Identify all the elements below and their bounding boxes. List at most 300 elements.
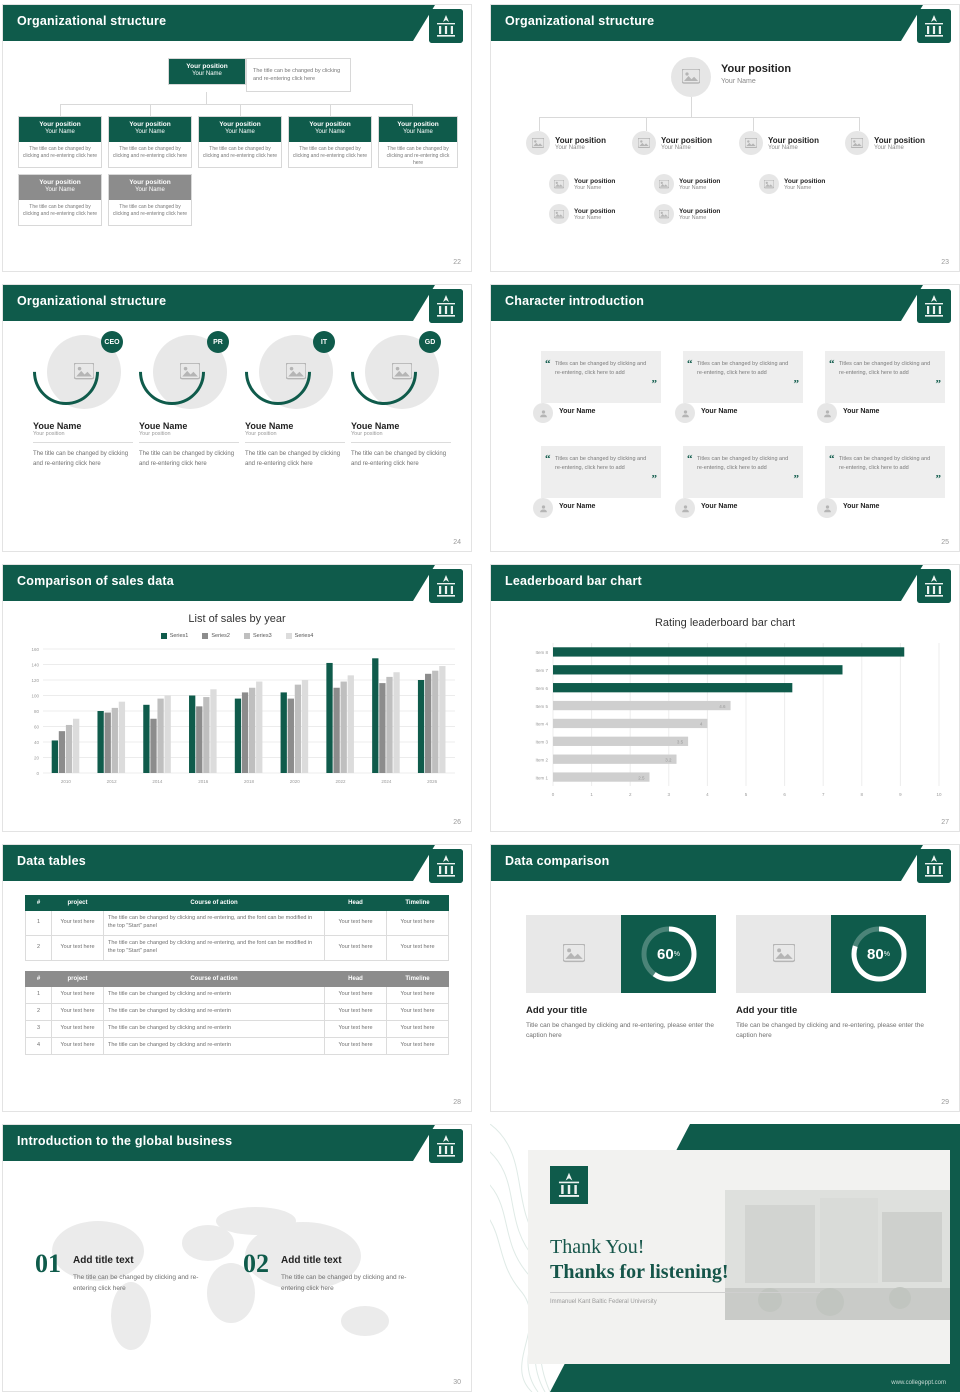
university-logo-icon: [917, 569, 951, 603]
svg-text:2: 2: [628, 792, 632, 797]
svg-text:2014: 2014: [152, 779, 163, 784]
cell-timeline: Your text here: [387, 935, 449, 960]
thank-you-line2: Thanks for listening!: [550, 1261, 729, 1283]
page-number: 30: [453, 1379, 461, 1386]
col-timeline: Timeline: [387, 896, 449, 911]
connector-drop: [60, 104, 61, 116]
grouped-bar-chart: [13, 643, 463, 793]
role-badge: PR: [207, 331, 229, 353]
legend-item: [202, 633, 230, 639]
org-node-text: The title can be changed by clicking and re-entering click here: [112, 145, 188, 159]
avatar: [759, 174, 779, 194]
slide-body: [3, 1161, 471, 1391]
slide-header: [491, 845, 959, 881]
university-logo-icon: [429, 1129, 463, 1163]
org-subnode[interactable]: [759, 174, 825, 194]
svg-text:2018: 2018: [243, 779, 255, 784]
quote-close-icon: ”: [793, 472, 799, 485]
quote-open-icon: “: [687, 453, 693, 465]
cell-head: Your text here: [325, 911, 387, 936]
svg-text:2012: 2012: [106, 779, 117, 784]
avatar: [739, 131, 763, 155]
person-desc: The title can be changed by clicking and re-entering click here: [351, 442, 451, 469]
avatar[interactable]: [533, 498, 553, 518]
person-name: Youe Name: [33, 421, 82, 431]
svg-text:100: 100: [31, 693, 39, 699]
svg-text:140: 140: [31, 662, 39, 668]
cell-course: The title can be changed by clicking and re-enterin: [104, 1020, 325, 1037]
svg-text:2.5: 2.5: [638, 775, 645, 781]
node-name: Your Name: [661, 144, 691, 151]
page-title: Data tables: [17, 854, 86, 868]
org-node-position: Your position: [39, 179, 81, 186]
org-node-name: Your Name: [135, 129, 165, 136]
svg-text:120: 120: [31, 678, 39, 683]
cell-timeline: Your text here: [387, 986, 449, 1003]
role-badge: IT: [313, 331, 335, 353]
node-name: Your Name: [679, 184, 707, 191]
svg-text:2024: 2024: [381, 779, 392, 784]
cell-index: 4: [26, 1037, 52, 1054]
connector-drop: [330, 104, 331, 116]
org-node[interactable]: [198, 116, 282, 168]
divider: [550, 1292, 820, 1293]
col-project: project: [52, 971, 104, 986]
quote-close-icon: ”: [935, 472, 941, 485]
page-title: Character introduction: [505, 294, 645, 308]
cell-index: 3: [26, 1020, 52, 1037]
col-index: #: [26, 896, 52, 911]
quote-card[interactable]: [825, 351, 945, 403]
root-position: Your position: [721, 63, 792, 75]
percent-unit: %: [673, 950, 680, 958]
global-item[interactable]: [243, 1249, 411, 1294]
org-node[interactable]: [108, 174, 192, 226]
org-node[interactable]: [18, 174, 102, 226]
cell-project: Your text here: [52, 1037, 104, 1054]
node-name: Your Name: [784, 184, 812, 191]
org-node-text: The title can be changed by clicking and re-entering click here: [386, 145, 450, 167]
quote-card[interactable]: [541, 446, 661, 498]
person-desc: The title can be changed by clicking and re-entering click here: [139, 442, 239, 469]
table-header-row: [26, 971, 449, 986]
slide-header: [3, 285, 471, 321]
node-position: Your position: [784, 177, 826, 185]
legend-label: Series4: [294, 633, 314, 639]
quote-text: Titles can be changed by clicking and re-entering, click here to add: [555, 361, 647, 377]
page-number: 22: [453, 259, 461, 266]
person-desc: The title can be changed by clicking and re-entering click here: [33, 442, 133, 469]
org-node[interactable]: [378, 116, 458, 168]
table-row: [26, 1003, 449, 1020]
avatar[interactable]: [817, 498, 837, 518]
org-node[interactable]: [288, 116, 372, 168]
table-row: [26, 986, 449, 1003]
person-card[interactable]: [33, 335, 133, 469]
org-subnode[interactable]: [654, 174, 720, 194]
comparison-title: Add your title: [736, 1005, 798, 1016]
org-subnode[interactable]: [549, 204, 615, 224]
person-card[interactable]: [351, 335, 451, 469]
thank-you-background: [490, 1124, 960, 1392]
person-card[interactable]: [139, 335, 239, 469]
page-number: 25: [941, 539, 949, 546]
svg-text:Item 7: Item 7: [535, 668, 548, 674]
org-node-text: The title can be changed by clicking and re-entering click here: [292, 145, 368, 159]
quote-name: Your Name: [843, 503, 880, 510]
cell-index: 1: [26, 911, 52, 936]
university-logo-icon: [429, 289, 463, 323]
comparison-item[interactable]: [736, 915, 926, 1042]
avatar: [654, 174, 674, 194]
quote-name: Your Name: [559, 408, 596, 415]
node-position: Your position: [661, 135, 712, 145]
slide-header: [3, 1125, 471, 1161]
thank-you-subtitle: Immanuel Kant Baltic Federal University: [550, 1299, 657, 1305]
cell-project: Your text here: [52, 986, 104, 1003]
slide-data-comparison: [490, 844, 960, 1112]
role-badge: GD: [419, 331, 441, 353]
person-position: Your position: [351, 431, 383, 437]
connector-vertical: [206, 92, 207, 104]
cell-project: Your text here: [52, 911, 104, 936]
connector-drop: [240, 104, 241, 116]
svg-text:Item 5: Item 5: [535, 703, 548, 709]
page-title: Organizational structure: [505, 14, 655, 28]
page-number: 28: [453, 1099, 461, 1106]
person-desc: The title can be changed by clicking and re-entering click here: [245, 442, 345, 469]
slide-body: [491, 41, 959, 271]
org-top-note[interactable]: The title can be changed by clicking and re-entering click here: [246, 58, 351, 92]
svg-text:2026: 2026: [427, 779, 438, 784]
svg-text:3.2: 3.2: [665, 757, 672, 763]
org-node-position: Your position: [309, 121, 351, 128]
cell-head: Your text here: [325, 1003, 387, 1020]
slide-body: [3, 881, 471, 1111]
org-subnode[interactable]: [654, 204, 720, 224]
node-position: Your position: [679, 177, 721, 185]
org-node-position: Your position: [219, 121, 261, 128]
percent-number: 80: [867, 945, 884, 963]
comparison-text: Title can be changed by clicking and re-entering, please enter the caption here: [736, 1022, 925, 1040]
cell-head: Your text here: [325, 935, 387, 960]
svg-text:Item 1: Item 1: [535, 775, 548, 781]
slide-body: [491, 617, 959, 832]
item-text: The title can be changed by clicking and re-entering click here: [281, 1274, 407, 1293]
legend-label: Series3: [253, 633, 272, 639]
quote-close-icon: ”: [793, 377, 799, 390]
data-table-secondary[interactable]: [25, 971, 449, 1055]
leaderboard-bar-chart: [501, 639, 951, 804]
university-logo-icon: [429, 569, 463, 603]
quote-card[interactable]: [825, 446, 945, 498]
node-position: Your position: [768, 135, 819, 145]
node-position: Your position: [555, 135, 606, 145]
avatar: [845, 131, 869, 155]
avatar: [549, 204, 569, 224]
svg-text:4: 4: [706, 792, 709, 797]
cell-index: 1: [26, 986, 52, 1003]
org-node-position: Your position: [397, 121, 439, 128]
page-title: Organizational structure: [17, 294, 167, 308]
cell-project: Your text here: [52, 1003, 104, 1020]
svg-text:5: 5: [744, 792, 748, 797]
org-subnode[interactable]: [549, 174, 615, 194]
col-project: project: [52, 896, 104, 911]
node-name: Your Name: [768, 144, 798, 151]
comparison-item[interactable]: [526, 915, 716, 1042]
svg-text:Item 8: Item 8: [535, 650, 548, 656]
avatar[interactable]: [675, 498, 695, 518]
connector-drop: [412, 104, 413, 116]
quote-card[interactable]: [683, 446, 803, 498]
svg-text:0: 0: [36, 771, 39, 776]
slide-body: [3, 41, 471, 271]
person-name: Youe Name: [351, 421, 400, 431]
org-node[interactable]: [108, 116, 192, 168]
item-number: 01: [35, 1249, 61, 1278]
person-name: Youe Name: [245, 421, 294, 431]
person-name: Youe Name: [139, 421, 188, 431]
cell-course: The title can be changed by clicking and re-enterin: [104, 986, 325, 1003]
role-badge: CEO: [101, 331, 123, 353]
page-number: 29: [941, 1099, 949, 1106]
org-node-text: The title can be changed by clicking and re-entering click here: [22, 145, 98, 159]
thank-you-line1: Thank You!: [550, 1236, 645, 1258]
global-item[interactable]: [35, 1249, 203, 1294]
chart-title: List of sales by year: [188, 613, 286, 625]
svg-text:Item 2: Item 2: [535, 757, 548, 763]
table-row: [26, 911, 449, 936]
page-number: 26: [453, 819, 461, 826]
legend-label: Series2: [211, 633, 230, 639]
org-node[interactable]: [18, 116, 102, 168]
quote-text: Titles can be changed by clicking and re-entering, click here to add: [839, 361, 931, 377]
svg-text:Item 3: Item 3: [535, 739, 548, 745]
svg-text:4.6: 4.6: [719, 703, 726, 709]
svg-text:1: 1: [590, 792, 593, 797]
org-node-name: Your Name: [403, 129, 433, 136]
org-node[interactable]: [526, 131, 606, 155]
connector-vertical: [691, 97, 692, 117]
table-row: [26, 1020, 449, 1037]
percent-unit: %: [883, 950, 890, 958]
avatar[interactable]: [671, 57, 711, 97]
quote-text: Titles can be changed by clicking and re-entering, click here to add: [839, 456, 931, 472]
svg-text:7: 7: [821, 792, 825, 797]
avatar[interactable]: [533, 403, 553, 423]
cell-head: Your text here: [325, 1020, 387, 1037]
org-node-name: Your Name: [135, 187, 165, 194]
page-number: 27: [941, 819, 949, 826]
connector-drop: [150, 104, 151, 116]
node-position: Your position: [574, 207, 616, 215]
legend-label: Series1: [169, 633, 189, 639]
comparison-text: Title can be changed by clicking and re-entering, please enter the caption here: [526, 1022, 715, 1040]
logo-mark: [550, 1166, 588, 1204]
quote-card[interactable]: [541, 351, 661, 403]
org-node-name: Your Name: [315, 129, 345, 136]
page-title: Comparison of sales data: [17, 574, 174, 588]
connector-horizontal: [539, 117, 859, 118]
cell-index: 2: [26, 935, 52, 960]
table-row: [26, 1037, 449, 1054]
slide-thank-you: [490, 1124, 960, 1392]
node-name: Your Name: [874, 144, 904, 151]
node-position: Your position: [874, 135, 925, 145]
svg-text:8: 8: [860, 792, 864, 797]
svg-text:3: 3: [667, 792, 671, 797]
quote-close-icon: ”: [651, 377, 657, 390]
org-node[interactable]: [845, 131, 925, 155]
connector-drop: [753, 117, 754, 131]
svg-text:4: 4: [699, 721, 703, 727]
org-node-position: Your position: [39, 121, 81, 128]
university-logo-icon: [429, 849, 463, 883]
item-title: Add title text: [281, 1255, 342, 1266]
person-position: Your position: [245, 431, 277, 437]
node-name: Your Name: [679, 214, 707, 221]
svg-text:0: 0: [551, 792, 555, 797]
person-card[interactable]: [245, 335, 345, 469]
slide-org-structure-3: [2, 284, 472, 552]
connector-horizontal: [60, 104, 412, 105]
table-row: [26, 935, 449, 960]
slide-header: [491, 565, 959, 601]
data-table-primary[interactable]: [25, 895, 449, 961]
university-logo-icon: [917, 9, 951, 43]
slide-character-introduction: [490, 284, 960, 552]
quote-open-icon: “: [829, 358, 835, 370]
svg-text:60: 60: [33, 724, 39, 730]
quote-text: Titles can be changed by clicking and re-entering, click here to add: [697, 456, 789, 472]
node-name: Your Name: [555, 144, 585, 151]
svg-text:Item 6: Item 6: [535, 685, 548, 691]
col-head: Head: [325, 971, 387, 986]
svg-text:6: 6: [783, 792, 786, 797]
org-top-box[interactable]: [168, 58, 246, 85]
col-course: Course of action: [104, 971, 325, 986]
quote-open-icon: “: [545, 453, 551, 465]
quote-close-icon: ”: [651, 472, 657, 485]
org-node-position: Your position: [129, 179, 171, 186]
quote-open-icon: “: [687, 358, 693, 370]
cell-timeline: Your text here: [387, 911, 449, 936]
org-node[interactable]: [739, 131, 819, 155]
connector-drop: [646, 117, 647, 131]
slide-global-business: [2, 1124, 472, 1392]
donut-chart-60: [621, 915, 716, 993]
org-node-text: The title can be changed by clicking and re-entering click here: [22, 203, 98, 217]
svg-text:2016: 2016: [198, 779, 209, 784]
slide-body: [3, 613, 471, 832]
org-node-text: The title can be changed by clicking and re-entering click here: [202, 145, 278, 159]
cell-course: The title can be changed by clicking and re-entering, and the font can be modified in the top "Start" panel: [104, 911, 325, 936]
org-node[interactable]: [632, 131, 712, 155]
comparison-title: Add your title: [526, 1005, 588, 1016]
cell-head: Your text here: [325, 1037, 387, 1054]
svg-text:2020: 2020: [289, 779, 300, 784]
slide-leaderboard-bar-chart: [490, 564, 960, 832]
slide-body: [491, 881, 959, 1111]
avatar[interactable]: [675, 403, 695, 423]
percent-value: [638, 923, 700, 985]
connector-drop: [539, 117, 540, 131]
svg-text:Item 4: Item 4: [535, 721, 548, 727]
page-number: 24: [453, 539, 461, 546]
page-title: Organizational structure: [17, 14, 167, 28]
item-number: 02: [243, 1249, 269, 1278]
col-index: #: [26, 971, 52, 986]
org-node-position: Your position: [129, 121, 171, 128]
org-top-name: Your Name: [192, 71, 222, 78]
org-node-name: Your Name: [225, 129, 255, 136]
svg-text:40: 40: [33, 740, 39, 745]
org-top-caption: [169, 59, 245, 84]
percent-number: 60: [657, 945, 674, 963]
cell-course: The title can be changed by clicking and re-entering, and the font can be modified in the top "Start" panel: [104, 935, 325, 960]
svg-text:80: 80: [33, 709, 39, 714]
slide-header: [3, 5, 471, 41]
cell-timeline: Your text here: [387, 1037, 449, 1054]
item-text: The title can be changed by clicking and re-entering click here: [73, 1274, 199, 1293]
photo-placeholder[interactable]: [526, 915, 621, 993]
slide-org-structure-2: [490, 4, 960, 272]
svg-text:20: 20: [33, 755, 39, 761]
avatar[interactable]: [817, 403, 837, 423]
quote-text: Titles can be changed by clicking and re-entering, click here to add: [555, 456, 647, 472]
legend-item: [286, 633, 314, 639]
photo-placeholder[interactable]: [736, 915, 831, 993]
quote-name: Your Name: [559, 503, 596, 510]
legend-item: [161, 633, 189, 639]
university-logo-icon: [917, 289, 951, 323]
col-course: Course of action: [104, 896, 325, 911]
website-url[interactable]: www.collegeppt.com: [891, 1380, 946, 1386]
quote-card[interactable]: [683, 351, 803, 403]
quote-text: Titles can be changed by clicking and re-entering, click here to add: [697, 361, 789, 377]
cell-project: Your text here: [52, 935, 104, 960]
svg-text:2010: 2010: [60, 779, 71, 784]
slide-body: [3, 321, 471, 551]
quote-name: Your Name: [701, 408, 738, 415]
quote-open-icon: “: [545, 358, 551, 370]
chart-legend: [3, 633, 471, 639]
person-position: Your position: [33, 431, 65, 437]
quote-close-icon: ”: [935, 377, 941, 390]
node-name: Your Name: [574, 214, 602, 221]
avatar: [549, 174, 569, 194]
cell-head: Your text here: [325, 986, 387, 1003]
slide-header: [491, 285, 959, 321]
page-number: 23: [941, 259, 949, 266]
org-node-name: Your Name: [45, 129, 75, 136]
cell-index: 2: [26, 1003, 52, 1020]
slide-comparison-of-sales-data: [2, 564, 472, 832]
svg-text:10: 10: [936, 792, 942, 797]
university-logo-icon: [429, 9, 463, 43]
col-timeline: Timeline: [387, 971, 449, 986]
node-name: Your Name: [574, 184, 602, 191]
cell-project: Your text here: [52, 1020, 104, 1037]
page-title: Leaderboard bar chart: [505, 574, 642, 588]
donut-chart-80: [831, 915, 926, 993]
page-title: Data comparison: [505, 854, 610, 868]
avatar: [654, 204, 674, 224]
cell-timeline: Your text here: [387, 1020, 449, 1037]
org-node-text: The title can be changed by clicking and re-entering click here: [112, 203, 188, 217]
slide-header: [3, 845, 471, 881]
